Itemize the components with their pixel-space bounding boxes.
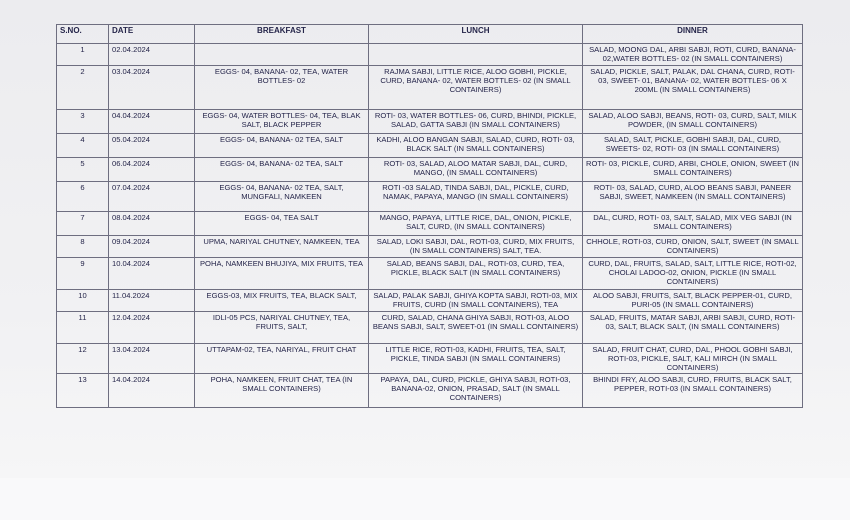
cell-lunch: LITTLE RICE, ROTI-03, KADHI, FRUITS, TEA, SALT, PICKLE, TINDA SABJI (IN SMALL CONTAINERS) [369,344,583,374]
cell-sno: 1 [57,44,109,66]
table-row [57,258,803,290]
header-dinner: DINNER [583,25,803,44]
meal-schedule-table [56,24,803,408]
cell-sno: 10 [57,290,109,312]
cell-lunch: SALAD, PALAK SABJI, GHIYA KOPTA SABJI, ROTI-03, MIX FRUITS, CURD (IN SMALL CONTAINERS), TEA [369,290,583,312]
cell-breakfast [195,44,369,66]
cell-sno: 12 [57,344,109,374]
cell-sno: 2 [57,66,109,110]
cell-dinner: SALAD, FRUITS, MATAR SABJI, ARBI SABJI, CURD, ROTI-03, SALT, BLACK SALT, (IN SMALL CONTAINERS) [583,312,803,344]
table-row [57,134,803,158]
cell-dinner: SALAD, SALT, PICKLE, GOBHI SABJI, DAL, CURD, SWEETS- 02, ROTI- 03 (IN SMALL CONTAINERS) [583,134,803,158]
cell-breakfast: EGGS- 04, BANANA- 02, TEA, WATER BOTTLES- 02 [195,66,369,110]
cell-sno: 3 [57,110,109,134]
header-lunch: LUNCH [369,25,583,44]
table-row [57,374,803,408]
cell-breakfast: EGGS- 04, WATER BOTTLES- 04, TEA, BLAK SALT, BLACK PEPPER [195,110,369,134]
cell-date: 14.04.2024 [109,374,195,408]
cell-date: 03.04.2024 [109,66,195,110]
table-row [57,182,803,212]
header-breakfast: BREAKFAST [195,25,369,44]
cell-lunch: ROTI- 03, WATER BOTTLES- 06, CURD, BHINDI, PICKLE, SALAD, GATTA SABJI (IN SMALL CONTAINERS) [369,110,583,134]
table-row [57,44,803,66]
cell-lunch: MANGO, PAPAYA, LITTLE RICE, DAL, ONION, PICKLE, SALT, CURD, (IN SMALL CONTAINERS) [369,212,583,236]
cell-lunch: ROTI- 03, SALAD, ALOO MATAR SABJI, DAL, CURD, MANGO, (IN SMALL CONTAINERS) [369,158,583,182]
cell-breakfast: POHA, NAMKEEN BHUJIYA, MIX FRUITS, TEA [195,258,369,290]
table-header-row [57,25,803,44]
header-date: DATE [109,25,195,44]
cell-date: 09.04.2024 [109,236,195,258]
cell-dinner: SALAD, PICKLE, SALT, PALAK, DAL CHANA, CURD, ROTI-03, SWEET- 01, BANANA- 02, WATER BOTTLES- 06 X 200ML (IN SMALL CONTAINERS) [583,66,803,110]
cell-breakfast: POHA, NAMKEEN, FRUIT CHAT, TEA (IN SMALL CONTAINERS) [195,374,369,408]
cell-breakfast: IDLI-05 PCS, NARIYAL CHUTNEY, TEA, FRUITS, SALT, [195,312,369,344]
cell-date: 02.04.2024 [109,44,195,66]
page-bottom-margin [0,478,850,520]
cell-dinner: SALAD, FRUIT CHAT, CURD, DAL, PHOOL GOBHI SABJI, ROTI-03, PICKLE, SALT, KALI MIRCH (IN SMALL CONTAINERS) [583,344,803,374]
table-row [57,158,803,182]
cell-lunch [369,44,583,66]
table-row [57,344,803,374]
cell-lunch: ROTI -03 SALAD, TINDA SABJI, DAL, PICKLE, CURD, NAMAK, PAPAYA, MANGO (IN SMALL CONTAINERS) [369,182,583,212]
cell-date: 07.04.2024 [109,182,195,212]
cell-date: 11.04.2024 [109,290,195,312]
cell-sno: 5 [57,158,109,182]
cell-dinner: CURD, DAL, FRUITS, SALAD, SALT, LITTLE RICE, ROTI-02, CHOLAI LADOO-02, ONION, PICKLE (IN SMALL CONTAINERS) [583,258,803,290]
meal-schedule-sheet [56,24,802,408]
cell-sno: 4 [57,134,109,158]
cell-date: 13.04.2024 [109,344,195,374]
cell-sno: 8 [57,236,109,258]
table-row [57,66,803,110]
table-row [57,212,803,236]
header-sno: S.NO. [57,25,109,44]
cell-breakfast: UTTAPAM-02, TEA, NARIYAL, FRUIT CHAT [195,344,369,374]
cell-breakfast: EGGS- 04, TEA SALT [195,212,369,236]
cell-date: 12.04.2024 [109,312,195,344]
cell-dinner: ROTI- 03, SALAD, CURD, ALOO BEANS SABJI, PANEER SABJI, SWEET, NAMKEEN (IN SMALL CONTAINERS) [583,182,803,212]
cell-dinner: ROTI- 03, PICKLE, CURD, ARBI, CHOLE, ONION, SWEET (IN SMALL CONTAINERS) [583,158,803,182]
cell-breakfast: EGGS- 04, BANANA- 02 TEA, SALT, MUNGFALI, NAMKEEN [195,182,369,212]
cell-lunch: CURD, SALAD, CHANA GHIYA SABJI, ROTI-03, ALOO BEANS SABJI, SALT, SWEET-01 (IN SMALL CONTAINERS) [369,312,583,344]
cell-sno: 11 [57,312,109,344]
table-row [57,290,803,312]
cell-lunch: SALAD, BEANS SABJI, DAL, ROTI-03, CURD, TEA, PICKLE, BLACK SALT (IN SMALL CONTAINERS) [369,258,583,290]
cell-sno: 7 [57,212,109,236]
cell-date: 08.04.2024 [109,212,195,236]
cell-sno: 13 [57,374,109,408]
cell-dinner: ALOO SABJI, FRUITS, SALT, BLACK PEPPER-01, CURD, PURI-05 (IN SMALL CONTAINERS) [583,290,803,312]
cell-breakfast: EGGS- 04, BANANA- 02 TEA, SALT [195,134,369,158]
cell-dinner: BHINDI FRY, ALOO SABJI, CURD, FRUITS, BLACK SALT, PEPPER, ROTI-03 (IN SMALL CONTAINERS) [583,374,803,408]
cell-lunch: RAJMA SABJI, LITTLE RICE, ALOO GOBHI, PICKLE, CURD, BANANA- 02, WATER BOTTLES- 02 (IN SMALL CONTAINERS) [369,66,583,110]
cell-lunch: PAPAYA, DAL, CURD, PICKLE, GHIYA SABJI, ROTI-03, BANANA-02, ONION, PRASAD, SALT (IN SMALL CONTAINERS) [369,374,583,408]
cell-dinner: SALAD, ALOO SABJI, BEANS, ROTI- 03, CURD, SALT, MILK POWDER, (IN SMALL CONTAINERS) [583,110,803,134]
cell-lunch: KADHI, ALOO BANGAN SABJI, SALAD, CURD, ROTI- 03, BLACK SALT (IN SMALL CONTAINERS) [369,134,583,158]
cell-dinner: DAL, CURD, ROTI- 03, SALT, SALAD, MIX VEG SABJI (IN SMALL CONTAINERS) [583,212,803,236]
cell-date: 04.04.2024 [109,110,195,134]
table-row [57,110,803,134]
cell-breakfast: EGGS- 04, BANANA- 02 TEA, SALT [195,158,369,182]
table-row [57,236,803,258]
cell-lunch: SALAD, LOKI SABJI, DAL, ROTI-03, CURD, MIX FRUITS, (IN SMALL CONTAINERS) SALT, TEA. [369,236,583,258]
cell-dinner: SALAD, MOONG DAL, ARBI SABJI, ROTI, CURD, BANANA-02,WATER BOTTLES- 02 (IN SMALL CONTAINERS) [583,44,803,66]
table-row [57,312,803,344]
cell-sno: 9 [57,258,109,290]
cell-dinner: CHHOLE, ROTI-03, CURD, ONION, SALT, SWEET (IN SMALL CONTAINERS) [583,236,803,258]
cell-date: 10.04.2024 [109,258,195,290]
cell-date: 05.04.2024 [109,134,195,158]
cell-breakfast: EGGS-03, MIX FRUITS, TEA, BLACK SALT, [195,290,369,312]
cell-date: 06.04.2024 [109,158,195,182]
cell-sno: 6 [57,182,109,212]
cell-breakfast: UPMA, NARIYAL CHUTNEY, NAMKEEN, TEA [195,236,369,258]
